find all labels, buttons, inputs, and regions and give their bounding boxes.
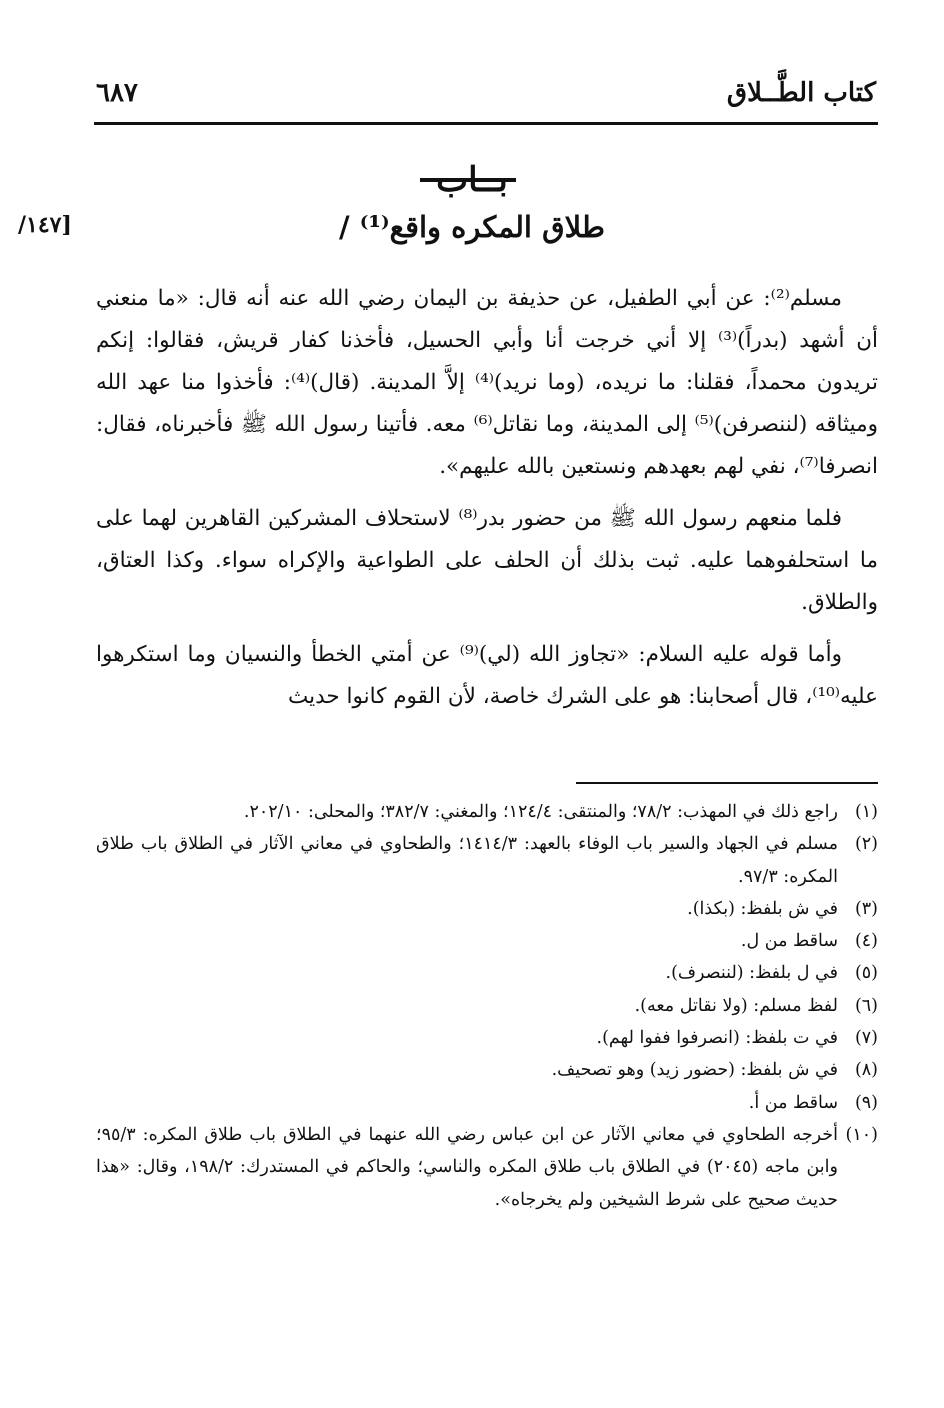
chapter-label: بــاب [436, 160, 508, 200]
paragraph: وأما قوله عليه السلام: «تجاوز الله (لي)⁽⁹⁾ عن أمتي الخطأ والنسيان وما استكرهوا عليه⁽¹⁰⁾، قال أصحابنا: هو على الشرك خاصة، لأن القوم كانوا حديث [96, 642, 878, 709]
footnote [96, 957, 878, 989]
footnotes [96, 796, 878, 1216]
body-text [96, 278, 878, 728]
footnote-text: لفظ مسلم: (ولا نقاتل معه). [634, 995, 838, 1016]
footnote-number: (١) [854, 802, 878, 822]
footnote-number: (٨) [854, 1060, 878, 1081]
header-rule [94, 122, 878, 125]
footnote [96, 893, 878, 925]
footnote [96, 1119, 878, 1216]
chapter-ornament-bar [420, 178, 516, 182]
footnote-number: (٤) [854, 931, 878, 952]
chapter-title: طلاق المكره واقع⁽¹⁾ / [339, 210, 605, 244]
footnote [96, 925, 878, 957]
footnote-text: في ش بلفظ: (بكذا). [687, 898, 838, 919]
footnote-number: (٩) [854, 1092, 878, 1113]
running-header-title: كتاب الطَّــلاق [726, 78, 876, 108]
footnote-text: ساقط من ل. [740, 931, 838, 952]
paragraph: مسلم⁽²⁾: عن أبي الطفيل، عن حذيفة بن اليمان رضي الله عنه أنه قال: «ما منعني أن أشهد (بدراً)⁽³⁾ إلا أني خرجت أنا وأبي الحسيل، فأخذنا كفار قريش، فقالوا: إنكم تريدون محمداً، فقلنا: ما نريده، (وما نريد)⁽⁴⁾ إلاَّ المدينة. (قال)⁽⁴⁾: فأخذوا منا عهد الله وميثاقه (لننصرفن)⁽⁵⁾ إلى المدينة، وما نقاتل⁽⁶⁾ معه. فأتينا رسول الله ﷺ فأخبرناه، فقال: انصرفا⁽⁷⁾، نفي لهم بعهدهم ونستعين بالله عليهم». [96, 286, 878, 479]
footnote [96, 828, 878, 893]
footnote [96, 1087, 878, 1119]
margin-reference: [١٤٧/ [18, 212, 72, 238]
footnote-text: مسلم في الجهاد والسير باب الوفاء بالعهد: ١٤١٤/٣؛ والطحاوي في معاني الآثار في الطلاق باب طلاق المكره: ٩٧/٣. [96, 834, 838, 887]
footnote-number: (٧) [854, 1028, 878, 1049]
footnote-number: (٣) [854, 898, 878, 919]
paragraph: فلما منعهم رسول الله ﷺ من حضور بدر⁽⁸⁾ لاستحلاف المشركين القاهرين لهما على ما استحلفوهما عليه. ثبت بذلك أن الحلف على الطواعية والإكراه سواء. وكذا العتاق، والطلاق. [96, 506, 878, 615]
footnote [96, 796, 878, 828]
footnote-number: (١٠) [845, 1124, 878, 1145]
footnote [96, 1022, 878, 1054]
footnote-number: (٥) [854, 963, 878, 984]
page-number: ٦٨٧ [96, 78, 138, 108]
footnote-number: (٢) [854, 834, 878, 855]
footnote-separator [576, 782, 878, 784]
footnote-text: في ش بلفظ: (حضور زيد) وهو تصحيف. [551, 1060, 838, 1081]
footnote-number: (٦) [854, 995, 878, 1016]
footnote-text: في ت بلفظ: (انصرفوا ففوا لهم). [596, 1028, 838, 1049]
footnote-text: راجع ذلك في المهذب: ٧٨/٢؛ والمنتقى: ١٢٤/٤؛ والمغني: ٣٨٢/٧؛ والمحلى: ٢٠٢/١٠. [243, 802, 838, 822]
footnote [96, 1054, 878, 1086]
footnote-text: أخرجه الطحاوي في معاني الآثار عن ابن عباس رضي الله عنهما في الطلاق باب طلاق المكره: ٩٥/٣؛ وابن ماجه (٢٠٤٥) في الطلاق باب طلاق المكره والناسي؛ والحاكم في المستدرك: ١٩٨/٢، وقال: «هذا حديث صحيح على شرط الشيخين ولم يخرجاه». [96, 1124, 838, 1210]
footnote-text: ساقط من أ. [748, 1092, 838, 1113]
footnote [96, 990, 878, 1022]
footnote-text: في ل بلفظ: (لننصرف). [665, 963, 838, 984]
